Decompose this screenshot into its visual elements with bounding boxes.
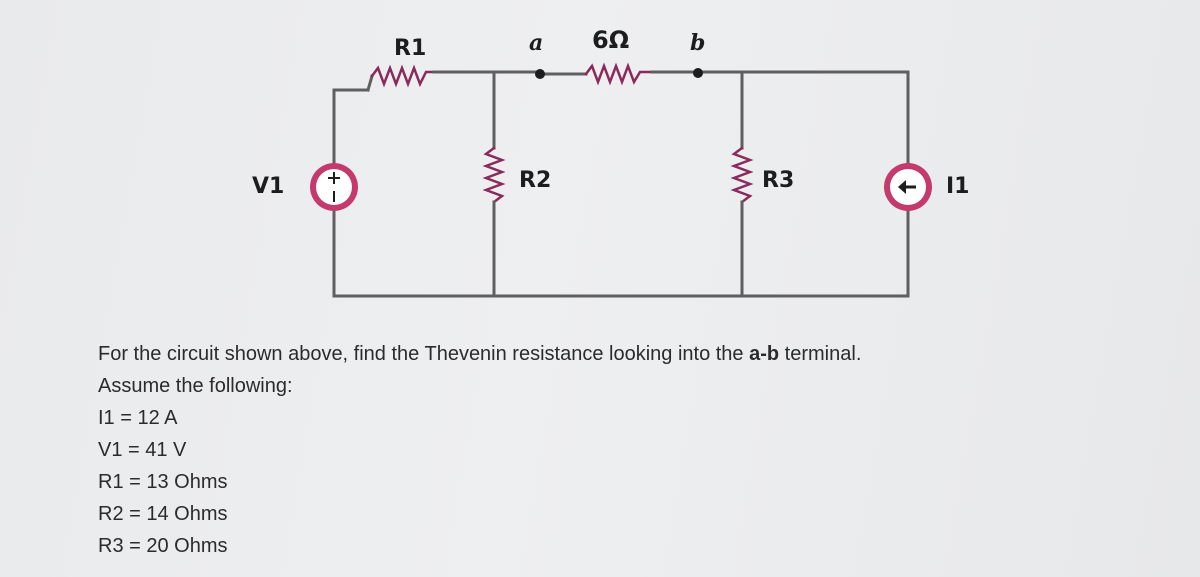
v1-label: V1	[252, 174, 285, 199]
problem-prompt	[98, 338, 1098, 370]
problem-statement	[98, 338, 1098, 562]
r1-resistor	[372, 68, 434, 84]
node-a-label: a	[529, 30, 544, 56]
r1-label: R1	[394, 36, 427, 61]
given-v1: V1 = 41 V	[98, 439, 187, 461]
r3-label: R3	[762, 168, 795, 193]
terminal-label: a-b	[749, 343, 780, 365]
six-ohm-label: 6Ω	[592, 26, 630, 54]
given-i1: I1 = 12 A	[98, 407, 178, 429]
six-ohm-resistor	[586, 66, 652, 82]
node-b-dot	[693, 68, 703, 78]
given-r2: R2 = 14 Ohms	[98, 503, 228, 525]
wire-top-left-up	[368, 76, 372, 90]
v1-source	[310, 163, 358, 211]
r2-resistor	[486, 148, 502, 202]
i1-label: I1	[946, 174, 970, 199]
prompt-after: terminal.	[779, 343, 862, 365]
r3-resistor	[734, 148, 750, 202]
node-b-label: b	[690, 30, 706, 56]
given-r1: R1 = 13 Ohms	[98, 471, 228, 493]
given-r3: R3 = 20 Ohms	[98, 535, 228, 557]
prompt-before: For the circuit shown above, find the Thevenin resistance looking into the	[98, 343, 750, 365]
r2-label: R2	[519, 168, 552, 193]
assume-line: Assume the following:	[98, 375, 293, 397]
i1-source	[884, 163, 932, 211]
node-a-dot	[535, 69, 545, 79]
